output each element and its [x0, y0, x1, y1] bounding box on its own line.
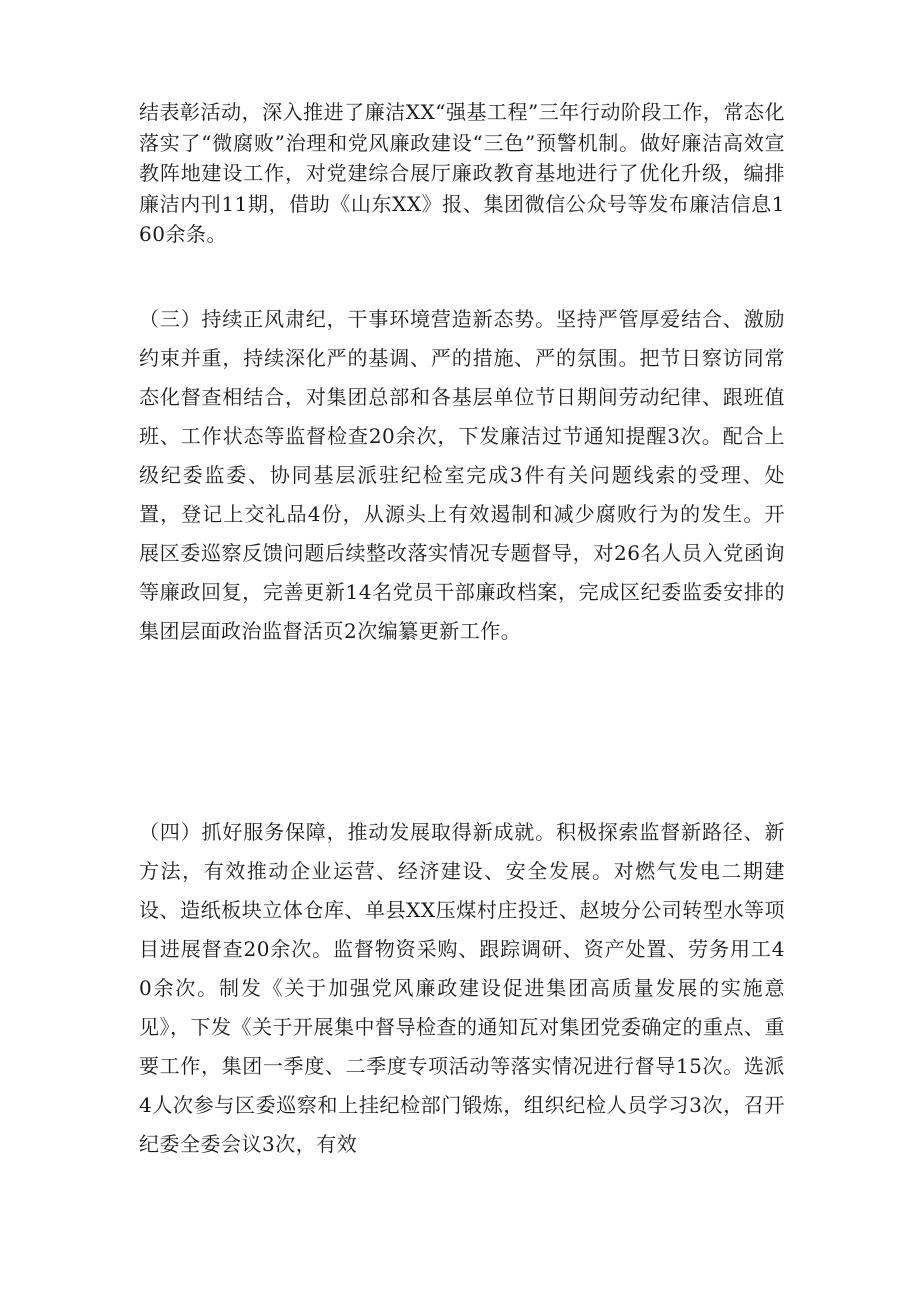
paragraph-section-four: （四）抓好服务保障，推动发展取得新成就。积极探索监督新路径、新方法，有效推动企业运营、经济建设、安全发展。对燃气发电二期建设、造纸板块立体仓库、单县XX压煤村庄投迁、赵坡分公司转型水等项目进展督查20余次。监督物资采购、跟踪调研、资产处置、劳务用工40余次。制发《关于加强党风廉政建设促进集团高质量发展的实施意见》，下发《关于开展集中督导检查的通知瓦对集团党委确定的重点、重要工作，集团一季度、二季度专项活动等落实情况进行督导15次。选派4人次参与区委巡察和上挂纪检部门锻炼，组织纪检人员学习3次，召开纪委全委会议3次，有效: [139, 820, 785, 1156]
paragraph-section-three: （三）持续正风肃纪，干事环境营造新态势。坚持严管厚爱结合、激励约束并重，持续深化严的基调、严的措施、严的氛围。把节日察访同常态化督查相结合，对集团总部和各基层单位节日期间劳动纪律、跟班值班、工作状态等监督检查20余次，下发廉洁过节通知提醒3次。配合上级纪委监委、协同基层派驻纪检室完成3件有关问题线索的受理、处置，登记上交礼品4份，从源头上有效遏制和减少腐败行为的发生。开展区委巡察反馈问题后续整改落实情况专题督导，对26名人员入党函询等廉政回复，完善更新14名党员干部廉政档案，完成区纪委监委安排的集团层面政治监督活页2次编纂更新工作。: [139, 307, 785, 643]
paragraph-continuation: 结表彰活动，深入推进了廉洁XX“强基工程”三年行动阶段工作，常态化落实了“微腐败”治理和党风廉政建设“三色”预警机制。做好廉洁高效宣教阵地建设工作，对党建综合展厅廉政教育基地进行了优化升级，编排廉洁内刊11期，借助《山东XX》报、集团微信公众号等发布廉洁信息160余条。: [139, 100, 785, 246]
